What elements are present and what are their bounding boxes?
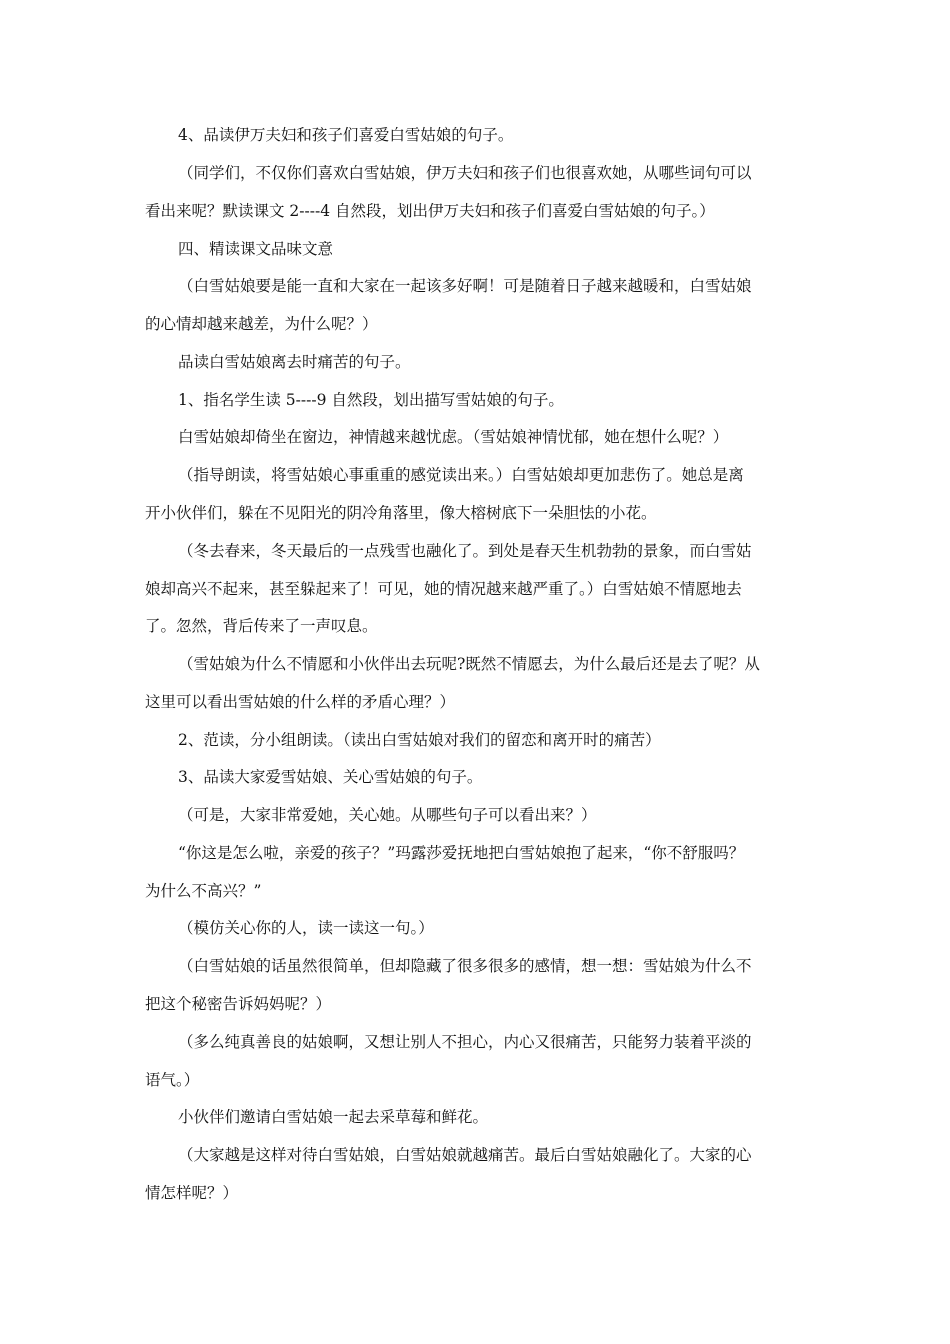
text-line: （指导朗读，将雪姑娘心事重重的感觉读出来。）白雪姑娘却更加悲伤了。她总是离	[178, 466, 744, 484]
text-line: 看出来呢？默读课文 2----4 自然段，划出伊万夫妇和孩子们喜爱白雪姑娘的句子。）	[145, 202, 715, 220]
text-line: （冬去春来，冬天最后的一点残雪也融化了。到处是春天生机勃勃的景象，而白雪姑	[178, 542, 752, 560]
text-line: 的心情却越来越差，为什么呢？）	[145, 315, 378, 333]
text-line: 小伙伴们邀请白雪姑娘一起去采草莓和鲜花。	[178, 1108, 489, 1126]
text-line: 3、品读大家爱雪姑娘、关心雪姑娘的句子。	[178, 768, 483, 786]
text-line: 把这个秘密告诉妈妈呢？）	[145, 995, 332, 1013]
text-line: 为什么不高兴？”	[145, 882, 262, 900]
text-line: 这里可以看出雪姑娘的什么样的矛盾心理？）	[145, 693, 456, 711]
text-line: 娘却高兴不起来，甚至躲起来了！可见，她的情况越来越严重了。）白雪姑娘不情愿地去	[145, 580, 742, 598]
text-line: 语气。）	[145, 1071, 200, 1089]
text-line: （雪姑娘为什么不情愿和小伙伴出去玩呢?既然不情愿去，为什么最后还是去了呢？从	[178, 655, 760, 673]
text-line: （白雪姑娘要是能一直和大家在一起该多好啊！可是随着日子越来越暖和，白雪姑娘	[178, 277, 752, 295]
text-line: （大家越是这样对待白雪姑娘，白雪姑娘就越痛苦。最后白雪姑娘融化了。大家的心	[178, 1146, 752, 1164]
text-line: （多么纯真善良的姑娘啊，又想让别人不担心，内心又很痛苦，只能努力装着平淡的	[178, 1033, 752, 1051]
text-line: 白雪姑娘却倚坐在窗边，神情越来越忧虑。（雪姑娘神情忧郁，她在想什么呢？）	[178, 428, 729, 446]
text-line: （同学们，不仅你们喜欢白雪姑娘，伊万夫妇和孩子们也很喜欢她，从哪些词句可以	[178, 164, 752, 182]
text-line: 品读白雪姑娘离去时痛苦的句子。	[178, 353, 411, 371]
text-line: “你这是怎么啦，亲爱的孩子？”玛露莎爱抚地把白雪姑娘抱了起来，“你不舒服吗？	[178, 844, 745, 862]
text-line: 情怎样呢？）	[145, 1184, 239, 1202]
text-line: （可是，大家非常爱她，关心她。从哪些句子可以看出来？）	[178, 806, 597, 824]
text-line: 开小伙伴们，躲在不见阳光的阴冷角落里，像大榕树底下一朵胆怯的小花。	[145, 504, 657, 522]
section-heading: 四、精读课文品味文意	[178, 240, 334, 258]
text-line: 2、范读，分小组朗读。（读出白雪姑娘对我们的留恋和离开时的痛苦）	[178, 731, 661, 749]
text-line: 4、品读伊万夫妇和孩子们喜爱白雪姑娘的句子。	[178, 126, 514, 144]
text-line: 了。忽然，背后传来了一声叹息。	[145, 617, 378, 635]
text-line: （白雪姑娘的话虽然很简单，但却隐藏了很多很多的感情，想一想：雪姑娘为什么不	[178, 957, 752, 975]
text-line: （模仿关心你的人，读一读这一句。）	[178, 919, 434, 937]
text-line: 1、指名学生读 5----9 自然段，划出描写雪姑娘的句子。	[178, 391, 564, 409]
